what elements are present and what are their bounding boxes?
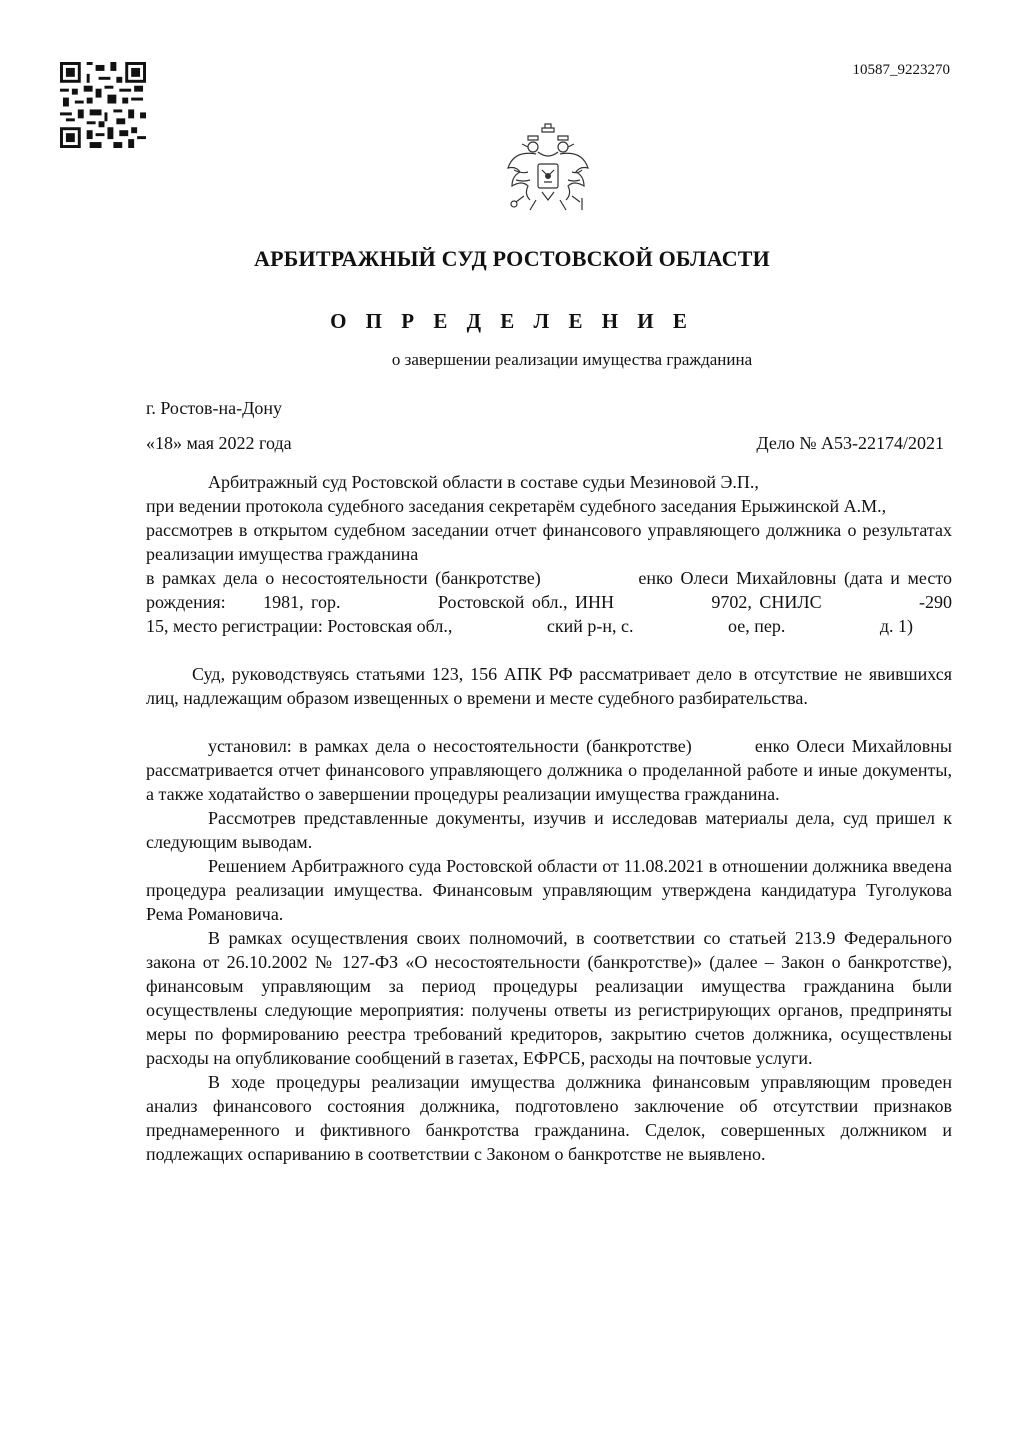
established-paragraph: установил: в рамках дела о несостоятельности (банкротстве) енко Олеси Михайловны рассматривается отчет финансового управляющего должника о проделанной работе и иные документы, а также ходатайство о завершении процедуры реализации имущества гражданина. [146,736,952,804]
case-number: Дело № А53-22174/2021 [756,433,944,453]
qr-code-icon [60,62,146,148]
document-body [146,470,952,1166]
city: г. Ростов-на-Дону [146,398,283,418]
decision-date: «18» мая 2022 года [146,433,292,453]
court-name: АРБИТРАЖНЫЙ СУД РОСТОВСКОЙ ОБЛАСТИ [254,246,770,271]
debtor-details-paragraph: в рамках дела о несостоятельности (банкротстве) енко Олеси Михайловны (дата и место рождения: 1981, гор. Ростовской обл., ИНН 9702, СНИЛС -290 15, место регистрации: Ростовская обл., ский р-н, с. ое, пер. д. 1) [146,568,953,636]
established-paragraph: Решением Арбитражного суда Ростовской области от 11.08.2021 в отношении должника введена процедура реализации имущества. Финансовым управляющим утверждена кандидатура Туголукова Рема Романовича. [146,856,952,924]
established-paragraph: Рассмотрев представленные документы, изучив и исследовав материалы дела, суд пришел к следующим выводам. [146,808,952,852]
russian-coat-of-arms-icon [502,120,594,220]
document-id: 10587_9223270 [852,62,950,78]
established-paragraph: В ходе процедуры реализации имущества должника финансовым управляющим проведен анализ финансового состояния должника, подготовлено заключение об отсутствии признаков преднамеренного и фиктивного банкротства гражданина. Сделок, совершенных должником и подлежащих оспариванию в соответствии с Законом о банкротстве не выявлено. [146,1072,952,1164]
intro-paragraph: рассмотрев в открытом судебном заседании отчет финансового управляющего должника о результатах реализации имущества гражданина [146,520,952,564]
intro-paragraph: Арбитражный суд Ростовской области в составе судьи Мезиновой Э.П., [208,472,759,492]
document-subject: о завершении реализации имущества гражданина [391,350,753,369]
court-note-paragraph: Суд, руководствуясь статьями 123, 156 АПК РФ рассматривает дело в отсутствие не явившихся лиц, надлежащим образом извещенных о времени и месте судебного разбирательства. [146,664,952,708]
document-type: О П Р Е Д Е Л Е Н И Е [330,309,694,333]
established-paragraph: В рамках осуществления своих полномочий, в соответствии со статьей 213.9 Федерального закона от 26.10.2002 № 127-ФЗ «О несостоятельности (банкротстве)» (далее – Закон о банкротстве), финансовым управляющим за период процедуры реализации имущества гражданина были осуществлены следующие мероприятия: получены ответы из регистрирующих органов, предприняты меры по формированию реестра требований кредиторов, закрытию счетов должника, осуществлены расходы на опубликование сообщений в газетах, ЕФРСБ, расходы на почтовые услуги. [146,928,952,1068]
intro-paragraph: при ведении протокола судебного заседания секретарём судебного заседания Ерыжинской А.М., [146,496,887,516]
